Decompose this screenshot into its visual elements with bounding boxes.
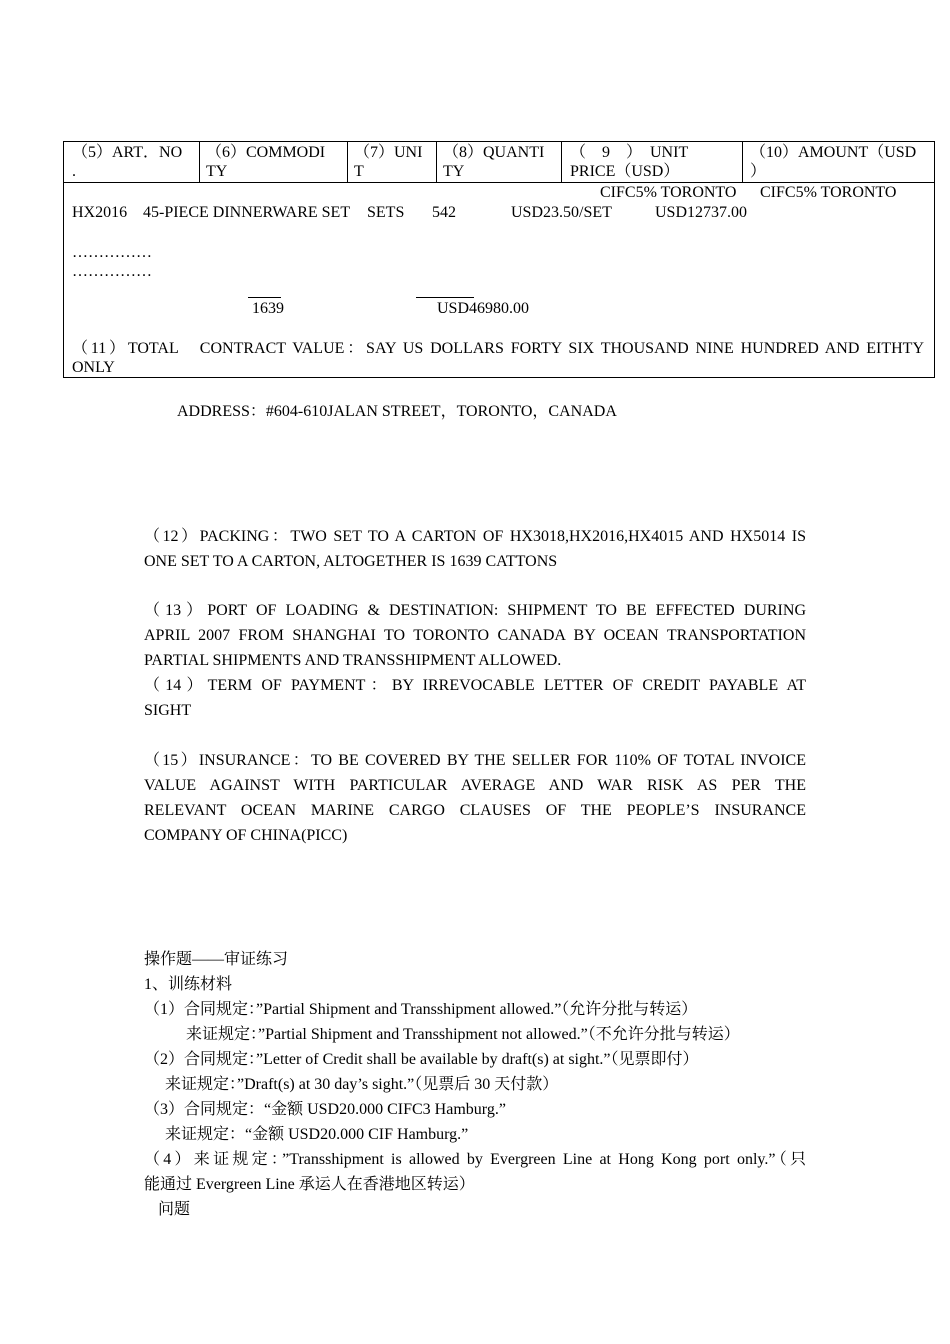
row-amount: USD12737.00 xyxy=(655,204,748,221)
header-line2: PRICE（USD） xyxy=(570,163,680,180)
total-contract-value: （11）TOTAL CONTRACT VALUE：SAY US DOLLARS FORTY SIX THOUSAND NINE HUNDRED AND EITHTY xyxy=(72,340,924,357)
header-unit xyxy=(354,143,430,181)
col-divider xyxy=(436,141,437,182)
clause-line: （15）INSURANCE：TO BE COVERED BY THE SELLER FOR 110% OF TOTAL INVOICE xyxy=(144,752,806,769)
exercise-line: （3）合同规定：“金额 USD20.000 CIFC3 Hamburg.” xyxy=(144,1101,506,1118)
header-line2: . xyxy=(72,163,76,180)
header-line1: （6）COMMODI xyxy=(206,144,326,161)
ellipsis-row: …………… xyxy=(72,263,152,280)
col-divider xyxy=(561,141,562,182)
header-line1: （5）ART．NO xyxy=(72,144,183,161)
clause-line: （12）PACKING：TWO SET TO A CARTON OF HX3018,HX2016,HX4015 AND HX5014 IS xyxy=(144,528,806,545)
exercise-line: （4）来证规定：”Transshipment is allowed by Evergreen Line at Hong Kong port only.”（只 xyxy=(144,1151,806,1168)
header-line2: TY xyxy=(443,163,465,180)
clause-line: PARTIAL SHIPMENTS AND TRANSSHIPMENT ALLOWED. xyxy=(144,652,562,669)
header-art-no xyxy=(72,143,193,181)
exercise-line: 能通过 Evergreen Line 承运人在香港地区转运） xyxy=(144,1176,475,1193)
header-quantity xyxy=(443,143,555,181)
exercise-title: 操作题——审证练习 xyxy=(144,951,289,968)
clause-line: COMPANY OF CHINA(PICC) xyxy=(144,827,348,844)
clause-line: SIGHT xyxy=(144,702,192,719)
exercise-line: （1）合同规定：”Partial Shipment and Transshipment allowed.”（允许分批与转运） xyxy=(144,1001,698,1018)
insurance-clause xyxy=(144,748,806,848)
row-unit-price: USD23.50/SET xyxy=(511,204,612,221)
total-quantity-underline xyxy=(248,297,281,298)
total-amount: USD46980.00 xyxy=(437,300,530,317)
material-heading: 1、训练材料 xyxy=(144,976,233,993)
clause-line: （14）TERM OF PAYMENT：BY IRREVOCABLE LETTER OF CREDIT PAYABLE AT xyxy=(144,677,806,694)
row-commodity: 45-PIECE DINNERWARE SET xyxy=(143,204,351,221)
col-divider xyxy=(742,141,743,182)
port-clause xyxy=(144,598,806,673)
header-line2: ） xyxy=(750,163,767,180)
header-line1: （8）QUANTI xyxy=(443,144,545,161)
price-term: CIFC5% TORONTO xyxy=(760,184,897,201)
exercise-line: 来证规定：“金额 USD20.000 CIF Hamburg.” xyxy=(165,1126,469,1143)
header-line1: （7）UNI xyxy=(354,144,423,161)
header-line1: （10）AMOUNT（USD xyxy=(750,144,917,161)
header-line1: （ 9 ） UNIT xyxy=(570,144,689,161)
header-unit-price xyxy=(570,143,734,181)
header-line2: T xyxy=(354,163,364,180)
ellipsis-row: …………… xyxy=(72,244,152,261)
address: ADDRESS：#604-610JALAN STREET，TORONTO，CANADA xyxy=(177,403,617,420)
row-art-no: HX2016 xyxy=(72,204,128,221)
price-term: CIFC5% TORONTO xyxy=(600,184,737,201)
row-unit: SETS xyxy=(367,204,405,221)
exercise-line: 来证规定：”Partial Shipment and Transshipment not allowed.”（不允许分批与转运） xyxy=(186,1026,740,1043)
exercise-line: 来证规定：”Draft(s) at 30 day’s sight.”（见票后 30 天付款） xyxy=(165,1076,559,1093)
exercise-line: （2）合同规定：”Letter of Credit shall be available by draft(s) at sight.”（见票即付） xyxy=(144,1051,699,1068)
col-divider xyxy=(199,141,200,182)
total-contract-value-cont: ONLY xyxy=(72,359,115,376)
payment-clause xyxy=(144,673,806,723)
packing-clause xyxy=(144,524,806,574)
row-quantity: 542 xyxy=(432,204,456,221)
clause-line: （13）PORT OF LOADING & DESTINATION: SHIPMENT TO BE EFFECTED DURING xyxy=(144,602,806,619)
question-label: 问题 xyxy=(158,1201,191,1218)
header-line2: TY xyxy=(206,163,228,180)
clause-line: RELEVANT OCEAN MARINE CARGO CLAUSES OF THE PEOPLE’S INSURANCE xyxy=(144,802,806,819)
header-commodity xyxy=(206,143,340,181)
header-amount xyxy=(750,143,930,181)
clause-line: VALUE AGAINST WITH PARTICULAR AVERAGE AND WAR RISK AS PER THE xyxy=(144,777,806,794)
total-quantity: 1639 xyxy=(252,300,284,317)
clause-line: APRIL 2007 FROM SHANGHAI TO TORONTO CANADA BY OCEAN TRANSPORTATION xyxy=(144,627,806,644)
total-amount-underline xyxy=(416,297,474,298)
clause-line: ONE SET TO A CARTON, ALTOGETHER IS 1639 CATTONS xyxy=(144,553,558,570)
col-divider xyxy=(347,141,348,182)
